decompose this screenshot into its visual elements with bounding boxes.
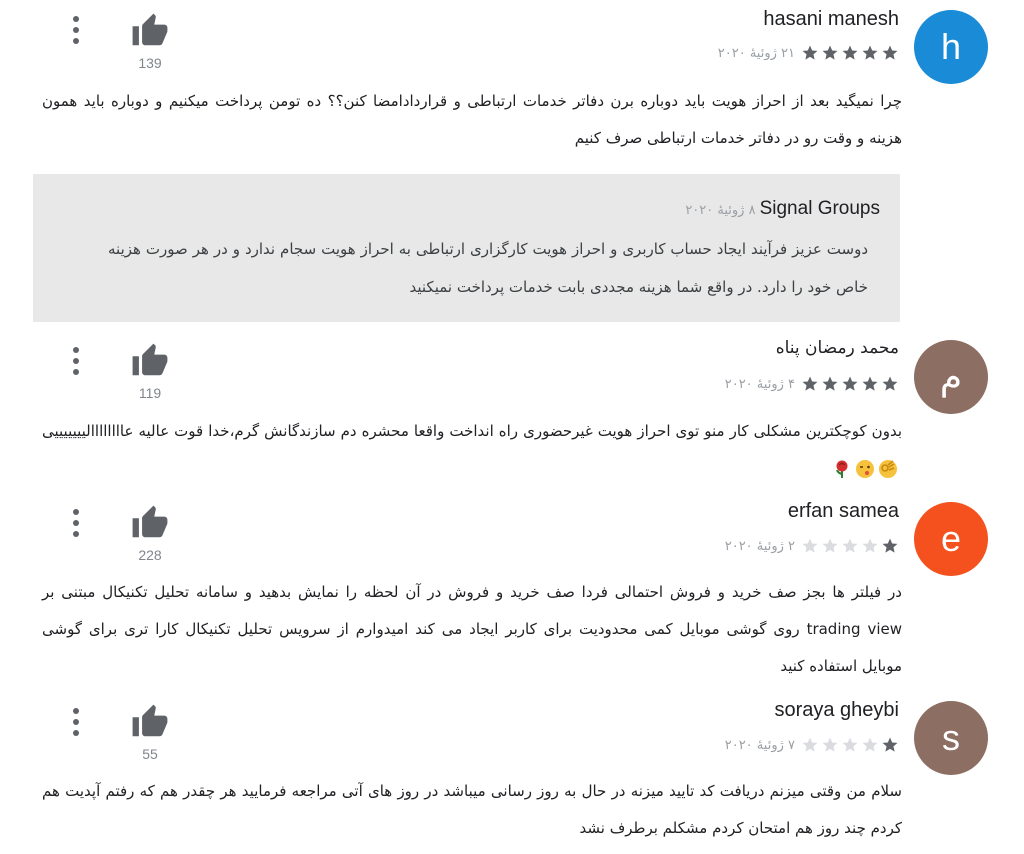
- thumbs-up-icon[interactable]: [130, 504, 170, 542]
- reviewer-name: erfan samea: [787, 500, 899, 522]
- rating-row: [725, 375, 899, 393]
- review-text-content: بدون کوچکترین مشکلی کار منو توی احراز هویت غیرحضوری راه انداخت واقعا محشره دم سازندگانش گرم،خدا قوت عالیه عاااااااالیییییییی: [42, 422, 902, 440]
- avatar: م: [914, 340, 988, 414]
- thumbs-up-icon[interactable]: [130, 12, 170, 50]
- helpful-count: 119: [138, 385, 162, 401]
- reviewer-name: hasani manesh: [763, 8, 899, 30]
- developer-name: Signal Groups: [759, 198, 880, 219]
- star-rating: [801, 736, 899, 754]
- star-empty-icon: [841, 736, 859, 754]
- reply-date: ۸ ژوئیهٔ ۲۰۲۰: [685, 203, 756, 218]
- helpful-count: 55: [142, 746, 158, 762]
- review-text: سلام من وقتی میزنم دریافت کد تایید میزنه در حال به روز رسانی میباشد در روز های آتی مراجعه فرمایید هر چقدر هم که رفتم آپدیت هم کردم چند روز هم امتحان کردم مشکلم برطرف نشد: [42, 782, 902, 837]
- more-options-icon[interactable]: [68, 347, 84, 377]
- reviewer-name: soraya gheybi: [774, 699, 899, 721]
- review-text: [42, 413, 902, 487]
- star-filled-icon: [801, 375, 819, 393]
- review-date: ۴ ژوئیهٔ ۲۰۲۰: [724, 376, 795, 392]
- helpful-count: 228: [138, 547, 162, 563]
- emoji-group: [832, 459, 898, 479]
- rating-row: [725, 537, 899, 555]
- rating-row: [718, 44, 899, 62]
- star-empty-icon: [821, 736, 839, 754]
- more-options-icon[interactable]: [68, 509, 84, 539]
- star-filled-icon: [821, 44, 839, 62]
- avatar: s: [914, 701, 988, 775]
- review-date: ۲۱ ژوئیهٔ ۲۰۲۰: [717, 45, 795, 61]
- reply-header: [685, 198, 880, 220]
- thumbs-up-icon[interactable]: [130, 342, 170, 380]
- star-empty-icon: [861, 537, 879, 555]
- star-filled-icon: [881, 736, 899, 754]
- star-filled-icon: [861, 375, 879, 393]
- star-filled-icon: [881, 375, 899, 393]
- rose-emoji-icon: [832, 459, 852, 479]
- star-rating: [801, 375, 899, 393]
- review-date: ۲ ژوئیهٔ ۲۰۲۰: [724, 538, 795, 554]
- star-filled-icon: [881, 537, 899, 555]
- thumbs-up-icon[interactable]: [130, 703, 170, 741]
- developer-reply: [33, 174, 900, 322]
- star-filled-icon: [841, 44, 859, 62]
- avatar: h: [914, 10, 988, 84]
- winking-kiss-emoji-icon: [855, 459, 875, 479]
- star-empty-icon: [801, 537, 819, 555]
- star-empty-icon: [861, 736, 879, 754]
- star-empty-icon: [841, 537, 859, 555]
- star-rating: [801, 44, 899, 62]
- star-filled-icon: [821, 375, 839, 393]
- star-filled-icon: [801, 44, 819, 62]
- star-filled-icon: [841, 375, 859, 393]
- reply-text: دوست عزیز فرآیند ایجاد حساب کاربری و احراز هویت کارگزاری ارتباطی به احراز هویت سجام ندارد و در هر صورت هزینه خاص خود را دارد. در واقع شما هزینه مجددی بابت خدمات پرداخت نمیکنید: [108, 240, 868, 296]
- star-empty-icon: [821, 537, 839, 555]
- review-text: چرا نمیگید بعد از احراز هویت باید دوباره برن دفاتر خدمات ارتباطی و قراردادامضا کنن؟؟ ده تومن پرداخت میکنیم و دوباره باید همون هزینه و وقت رو در دفاتر خدمات ارتباطی صرف کنیم: [42, 92, 902, 147]
- helpful-count: 139: [138, 55, 162, 71]
- review-date: ۷ ژوئیهٔ ۲۰۲۰: [724, 737, 795, 753]
- star-empty-icon: [801, 736, 819, 754]
- star-filled-icon: [861, 44, 879, 62]
- more-options-icon[interactable]: [68, 708, 84, 738]
- star-rating: [801, 537, 899, 555]
- rating-row: [725, 736, 899, 754]
- reviewer-name: محمد رمضان پناه: [775, 338, 899, 358]
- review-text: در فیلتر ها بجز صف خرید و فروش احتمالی فردا صف خرید و فروش در آن لحظه را نمایش بدهید و سامانه تحلیل تکنیکال مبتنی بر trading view روی گوشی موبایل کمی محدودیت برای کاربر ایجاد می کند امیدوارم از سرویس تحلیل تکنیکال کارا تری برای گوشی موبایل استفاده کنید: [42, 583, 902, 675]
- star-filled-icon: [881, 44, 899, 62]
- more-options-icon[interactable]: [68, 16, 84, 46]
- avatar: e: [914, 502, 988, 576]
- ok-hand-emoji-icon: [878, 459, 898, 479]
